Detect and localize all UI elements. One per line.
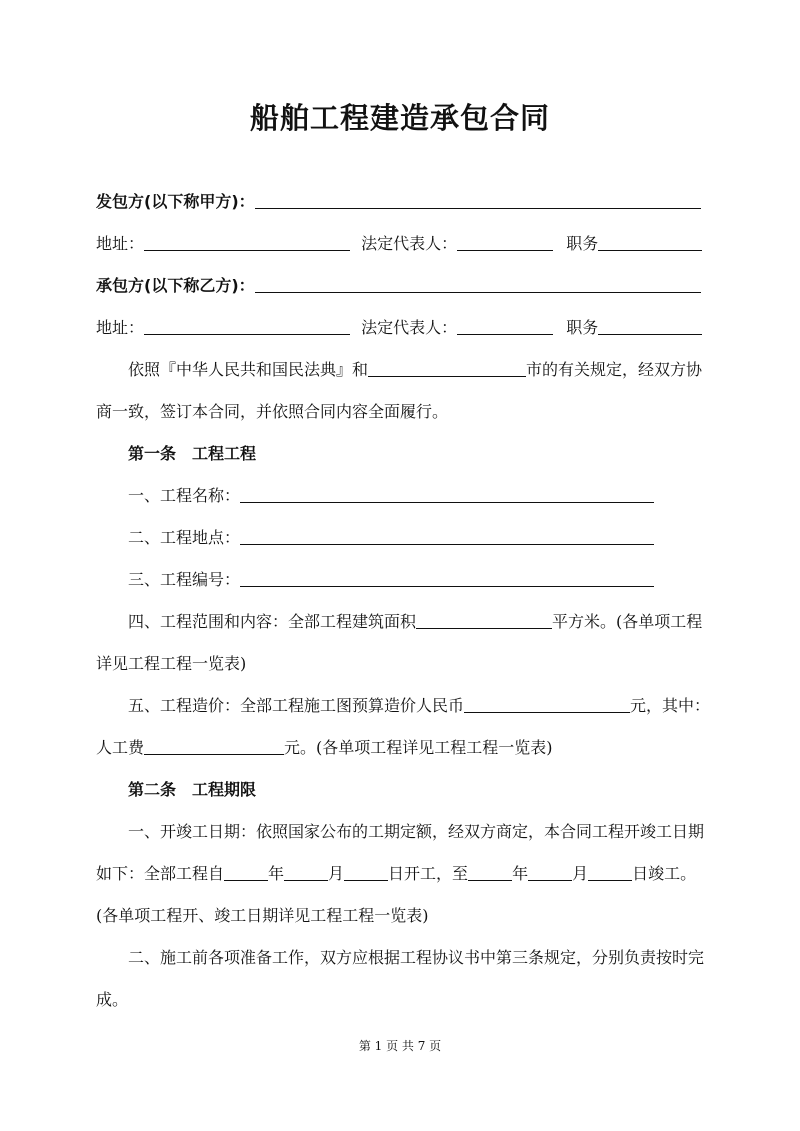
end-year-blank[interactable] (468, 865, 512, 881)
cost-text-a: 五、工程造价：全部工程施工图预算造价人民币 (128, 696, 465, 715)
party-a-rep-blank[interactable] (457, 235, 553, 251)
page-footer: 第 1 页 共 7 页 (358, 1039, 442, 1053)
scope-text-b: 平方米。(各单项工程 (552, 612, 703, 631)
party-a-label: 发包方(以下称甲方)： (96, 192, 255, 211)
duty-label: 职务 (566, 234, 599, 253)
project-number-line (128, 570, 654, 590)
party-a-address-line (96, 234, 702, 254)
scope-text-a: 四、工程范围和内容：全部工程建筑面积 (128, 612, 417, 631)
project-location-blank[interactable] (240, 529, 654, 545)
end-day-blank[interactable] (588, 865, 632, 881)
cost-text-b: 元，其中： (630, 696, 711, 715)
party-a-address-blank[interactable] (144, 235, 350, 251)
month-label: 月 (328, 864, 345, 883)
party-b-rep-blank[interactable] (457, 319, 553, 335)
party-b-address-line (96, 318, 702, 338)
party-b-line (96, 276, 701, 296)
duty-label: 职务 (566, 318, 599, 337)
article-2-heading: 第二条 工程期限 (128, 780, 257, 799)
start-year-blank[interactable] (224, 865, 268, 881)
period-line-2 (96, 864, 696, 884)
labor-cost-label: 人工费 (96, 738, 145, 757)
end-month-blank[interactable] (528, 865, 572, 881)
project-location-label: 二、工程地点： (128, 528, 241, 547)
year-label: 年 (268, 864, 285, 883)
intro-text-a: 依照『中华人民共和国民法典』和 (128, 360, 369, 379)
scope-line-2: 详见工程工程一览表) (96, 654, 247, 673)
party-b-label: 承包方(以下称乙方)： (96, 276, 255, 295)
period-line-1: 一、开竣工日期：依照国家公布的工期定额，经双方商定，本合同工程开竣工日期 (128, 822, 705, 841)
party-a-blank[interactable] (255, 193, 701, 209)
cost-line-1 (128, 696, 710, 716)
party-b-blank[interactable] (255, 277, 701, 293)
area-blank[interactable] (416, 613, 552, 629)
scope-line-1 (128, 612, 702, 632)
cost-line-2 (96, 738, 553, 758)
intro-text-b: 市的有关规定，经双方协 (526, 360, 703, 379)
labor-cost-blank[interactable] (144, 739, 284, 755)
period-text-a: 如下：全部工程自 (96, 864, 225, 883)
period-line-3: (各单项工程开、竣工日期详见工程工程一览表) (96, 906, 429, 925)
month-label: 月 (572, 864, 589, 883)
project-name-line (128, 486, 654, 506)
year-label: 年 (512, 864, 529, 883)
rep-label: 法定代表人： (361, 318, 458, 337)
address-label: 地址： (96, 234, 145, 253)
intro-law-blank[interactable] (368, 361, 526, 377)
prep-line-1: 二、施工前各项准备工作，双方应根据工程协议书中第三条规定，分别负责按时完 (128, 948, 705, 967)
page-title: 船舶工程建造承包合同 (249, 101, 550, 135)
article-1-heading: 第一条 工程工程 (128, 444, 257, 463)
party-b-address-blank[interactable] (144, 319, 350, 335)
cost-text-d: 元。(各单项工程详见工程工程一览表) (284, 738, 553, 757)
end-day-label: 日竣工。 (632, 864, 697, 883)
party-a-duty-blank[interactable] (598, 235, 702, 251)
address-label: 地址： (96, 318, 145, 337)
intro-line-1 (128, 360, 702, 380)
start-day-label: 日开工，至 (388, 864, 469, 883)
start-day-blank[interactable] (344, 865, 388, 881)
rep-label: 法定代表人： (361, 234, 458, 253)
start-month-blank[interactable] (284, 865, 328, 881)
intro-line-2: 商一致，签订本合同，并依照合同内容全面履行。 (96, 402, 449, 421)
prep-line-2: 成。 (96, 990, 129, 1009)
cost-blank[interactable] (464, 697, 630, 713)
project-number-label: 三、工程编号： (128, 570, 241, 589)
project-name-blank[interactable] (240, 487, 654, 503)
project-number-blank[interactable] (240, 571, 654, 587)
party-b-duty-blank[interactable] (598, 319, 702, 335)
project-name-label: 一、工程名称： (128, 486, 241, 505)
party-a-line (96, 192, 701, 212)
project-location-line (128, 528, 654, 548)
